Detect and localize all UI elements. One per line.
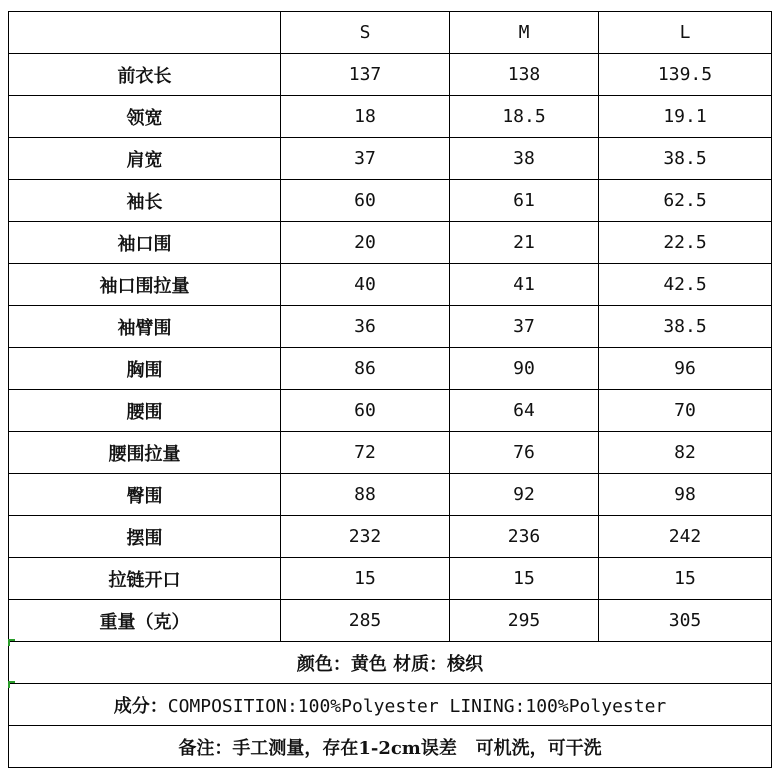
cell-l: 62.5 bbox=[599, 180, 772, 222]
header-size-m: M bbox=[450, 12, 599, 54]
cell-l: 38.5 bbox=[599, 138, 772, 180]
cell-s: 88 bbox=[281, 474, 450, 516]
table-row bbox=[9, 600, 772, 642]
cell-l: 305 bbox=[599, 600, 772, 642]
cell-s: 18 bbox=[281, 96, 450, 138]
cell-m: 61 bbox=[450, 180, 599, 222]
table-row bbox=[9, 54, 772, 96]
row-label: 袖长 bbox=[9, 180, 281, 222]
composition-text: COMPOSITION:100%Polyester LINING:100%Polyester bbox=[167, 695, 667, 717]
cell-m: 41 bbox=[450, 264, 599, 306]
cell-marker-icon bbox=[8, 681, 15, 688]
cell-l: 70 bbox=[599, 390, 772, 432]
cell-s: 37 bbox=[281, 138, 450, 180]
cell-s: 20 bbox=[281, 222, 450, 264]
table-row bbox=[9, 390, 772, 432]
cell-s: 36 bbox=[281, 306, 450, 348]
cell-l: 139.5 bbox=[599, 54, 772, 96]
row-label: 拉链开口 bbox=[9, 558, 281, 600]
composition-note bbox=[9, 684, 772, 726]
cell-l: 98 bbox=[599, 474, 772, 516]
row-label: 袖口围拉量 bbox=[9, 264, 281, 306]
cell-s: 285 bbox=[281, 600, 450, 642]
cell-s: 60 bbox=[281, 180, 450, 222]
cell-l: 22.5 bbox=[599, 222, 772, 264]
row-label: 前衣长 bbox=[9, 54, 281, 96]
table-row bbox=[9, 432, 772, 474]
cell-m: 37 bbox=[450, 306, 599, 348]
composition-label: 成分： bbox=[113, 695, 168, 717]
cell-s: 60 bbox=[281, 390, 450, 432]
cell-l: 82 bbox=[599, 432, 772, 474]
table-row bbox=[9, 516, 772, 558]
header-size-l: L bbox=[599, 12, 772, 54]
cell-l: 19.1 bbox=[599, 96, 772, 138]
cell-l: 38.5 bbox=[599, 306, 772, 348]
header-size-s: S bbox=[281, 12, 450, 54]
row-label: 腰围拉量 bbox=[9, 432, 281, 474]
table-row bbox=[9, 138, 772, 180]
header-row bbox=[9, 12, 772, 54]
cell-s: 86 bbox=[281, 348, 450, 390]
cell-m: 92 bbox=[450, 474, 599, 516]
cell-s: 15 bbox=[281, 558, 450, 600]
row-label: 领宽 bbox=[9, 96, 281, 138]
row-label: 胸围 bbox=[9, 348, 281, 390]
cell-m: 138 bbox=[450, 54, 599, 96]
note-row-color-material bbox=[9, 642, 772, 684]
cell-s: 72 bbox=[281, 432, 450, 474]
cell-s: 232 bbox=[281, 516, 450, 558]
table-row bbox=[9, 180, 772, 222]
cell-m: 295 bbox=[450, 600, 599, 642]
row-label: 摆围 bbox=[9, 516, 281, 558]
row-label: 臀围 bbox=[9, 474, 281, 516]
note-row-remark bbox=[9, 726, 772, 768]
cell-m: 76 bbox=[450, 432, 599, 474]
row-label: 袖口围 bbox=[9, 222, 281, 264]
table-row bbox=[9, 474, 772, 516]
cell-m: 18.5 bbox=[450, 96, 599, 138]
cell-m: 21 bbox=[450, 222, 599, 264]
color-material-note: 颜色：黄色 材质：梭织 bbox=[9, 642, 772, 684]
size-chart-body bbox=[9, 12, 772, 768]
table-row bbox=[9, 348, 772, 390]
cell-marker-icon bbox=[8, 639, 15, 646]
table-row bbox=[9, 264, 772, 306]
note-row-composition bbox=[9, 684, 772, 726]
cell-m: 15 bbox=[450, 558, 599, 600]
cell-m: 90 bbox=[450, 348, 599, 390]
row-label: 重量（克） bbox=[9, 600, 281, 642]
table-row bbox=[9, 222, 772, 264]
cell-m: 38 bbox=[450, 138, 599, 180]
cell-l: 242 bbox=[599, 516, 772, 558]
row-label: 袖臂围 bbox=[9, 306, 281, 348]
cell-s: 137 bbox=[281, 54, 450, 96]
table-row bbox=[9, 96, 772, 138]
cell-l: 15 bbox=[599, 558, 772, 600]
size-chart-table bbox=[8, 11, 772, 768]
row-label: 腰围 bbox=[9, 390, 281, 432]
remark-note: 备注：手工测量，存在1-2cm误差 可机洗，可干洗 bbox=[9, 726, 772, 768]
row-label: 肩宽 bbox=[9, 138, 281, 180]
table-row bbox=[9, 558, 772, 600]
cell-s: 40 bbox=[281, 264, 450, 306]
cell-m: 64 bbox=[450, 390, 599, 432]
cell-l: 42.5 bbox=[599, 264, 772, 306]
header-corner bbox=[9, 12, 281, 54]
cell-l: 96 bbox=[599, 348, 772, 390]
table-row bbox=[9, 306, 772, 348]
cell-m: 236 bbox=[450, 516, 599, 558]
